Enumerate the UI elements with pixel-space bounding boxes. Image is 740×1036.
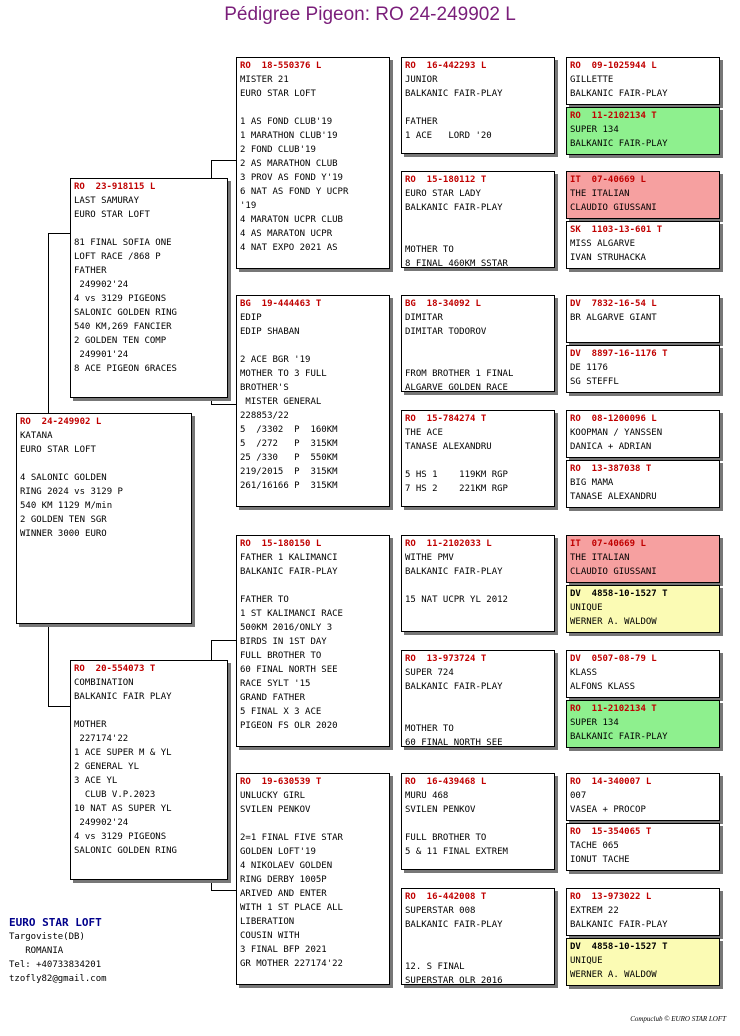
pigeon-info-line: SALONIC GOLDEN RING (74, 308, 177, 318)
pigeon-info-line: 81 FINAL SOFIA ONE (74, 238, 172, 248)
pigeon-info-line: 5 /3302 P 160KM (240, 425, 338, 435)
pigeon-info-line: UNLUCKY GIRL (240, 791, 306, 801)
ring-number: BG 18-34092 L (405, 299, 481, 309)
great-grandparent-box (401, 773, 555, 870)
pigeon-info-line: EDIP (240, 313, 262, 323)
ring-number: DV 7832-16-54 L (570, 299, 657, 309)
grandparent-box (236, 57, 390, 269)
pigeon-info-line: MOTHER TO 3 FULL (240, 369, 327, 379)
pigeon-info-line: BALKANIC FAIR-PLAY (570, 89, 668, 99)
pigeon-info-line: 4 vs 3129 PIGEONS (74, 294, 167, 304)
pigeon-info-line: BALKANIC FAIR-PLAY (570, 732, 668, 742)
pigeon-info-line: MOTHER (74, 720, 107, 730)
pigeon-info-line: 15 NAT UCPR YL 2012 (405, 595, 508, 605)
ring-number: IT 07-40669 L (570, 539, 646, 549)
pigeon-info-line: JUNIOR (405, 75, 438, 85)
pigeon-info-line: SALONIC GOLDEN RING (74, 846, 177, 856)
pigeon-info-line: EURO STAR LOFT (240, 89, 316, 99)
sire-box (70, 178, 228, 398)
credit: Compuclub © EURO STAR LOFT (630, 1015, 726, 1023)
pigeon-info-line: 5 FINAL X 3 ACE (240, 707, 322, 717)
pigeon-info-line: 60 FINAL NORTH SEE (405, 738, 503, 747)
great-grandparent-box (401, 888, 555, 985)
connector (48, 233, 70, 234)
ring-number: RO 13-973724 T (405, 654, 487, 664)
loft-contact (9, 916, 107, 986)
pigeon-info-line (240, 339, 386, 353)
dam-box (70, 660, 228, 880)
pigeon-info-line: 8 FINAL 460KM SSTAR (405, 259, 508, 268)
pigeon-info-line: BALKANIC FAIR-PLAY (405, 920, 503, 930)
pigeon-info-line: BALKANIC FAIR-PLAY (570, 920, 668, 930)
pigeon-info-line: 249902'24 (74, 818, 129, 828)
pigeon-info-line (74, 704, 224, 718)
pigeon-info-line: WINNER 3000 EURO (20, 529, 107, 539)
pigeon-info-line: 1 ACE SUPER M & YL (74, 748, 172, 758)
pigeon-info-line: EURO STAR LOFT (74, 210, 150, 220)
ring-number: RO 15-180112 T (405, 175, 487, 185)
ring-number: RO 13-387038 T (570, 464, 652, 474)
pigeon-info-line: 60 FINAL NORTH SEE (240, 665, 338, 675)
pigeon-info-line: BR ALGARVE GIANT (570, 313, 657, 323)
ring-number: DV 4858-10-1527 T (570, 589, 668, 599)
pigeon-info-line (405, 946, 551, 960)
pigeon-info-line: DIMITAR (405, 313, 443, 323)
loft-city: Targoviste(DB) (9, 932, 85, 942)
pigeon-info-line: FULL BROTHER TO (405, 833, 487, 843)
pigeon-info-line: THE ITALIAN (570, 189, 630, 199)
pigeon-info-line: 227174'22 (74, 734, 129, 744)
pigeon-info-line: BROTHER'S (240, 383, 289, 393)
pigeon-info-line: 10 NAT AS SUPER YL (74, 804, 172, 814)
pigeon-info-line: 540 KM 1129 M/min (20, 501, 113, 511)
ring-number: DV 0507-08-79 L (570, 654, 657, 664)
pigeon-info-line: EXTREM 22 (570, 906, 619, 916)
loft-email: tzofly82@gmail.com (9, 974, 107, 984)
pigeon-info-line: 8 ACE PIGEON 6RACES (74, 364, 177, 374)
pigeon-info-line: WERNER A. WALDOW (570, 617, 657, 627)
pigeon-info-line: FATHER 1 KALIMANCI (240, 553, 338, 563)
ring-number: RO 15-784274 T (405, 414, 487, 424)
grandparent-box (236, 295, 390, 507)
pigeon-info-line: SVILEN PENKOV (240, 805, 311, 815)
pigeon-info-line (405, 932, 551, 946)
connector (211, 404, 236, 405)
ring-number: RO 14-340007 L (570, 777, 652, 787)
pigeon-info-line: 6 NAT AS FOND Y UCPR (240, 187, 349, 197)
pigeon-info-line: UNIQUE (570, 603, 603, 613)
pigeon-info-line: RING DERBY 1005P (240, 875, 327, 885)
pigeon-info-line (405, 215, 551, 229)
pigeon-info-line (405, 454, 551, 468)
pigeon-info-line (405, 694, 551, 708)
connector (211, 890, 236, 891)
pigeon-info-line: 4 NAT EXPO 2021 AS (240, 243, 338, 253)
pigeon-info-line (240, 817, 386, 831)
pigeon-info-line: SUPERSTAR OLR 2016 (405, 976, 503, 985)
pigeon-info-line (240, 101, 386, 115)
pigeon-info-line: MISTER GENERAL (240, 397, 322, 407)
subject-box (16, 413, 192, 624)
pigeon-info-line: 5 & 11 FINAL EXTREM (405, 847, 508, 857)
pigeon-info-line: 2 GOLDEN TEN COMP (74, 336, 167, 346)
great-grandparent-box (401, 295, 555, 392)
pigeon-info-line (405, 708, 551, 722)
ring-number: RO 16-442293 L (405, 61, 487, 71)
pigeon-info-line: GOLDEN LOFT'19 (240, 847, 316, 857)
pigeon-info-line: FULL BROTHER TO (240, 651, 322, 661)
pigeon-info-line: BIG MAMA (570, 478, 614, 488)
ring-number: BG 19-444463 T (240, 299, 322, 309)
pigeon-info-line (74, 222, 224, 236)
pigeon-info-line: COMBINATION (74, 678, 134, 688)
pigeon-info-line: DIMITAR TODOROV (405, 327, 487, 337)
pigeon-info-line: BALKANIC FAIR PLAY (74, 692, 172, 702)
pigeon-info-line: GILLETTE (570, 75, 614, 85)
pigeon-info-line: MOTHER TO (405, 724, 454, 734)
ring-number: RO 11-2102033 L (405, 539, 492, 549)
ring-number: DV 4858-10-1527 T (570, 942, 668, 952)
pigeon-info-line: FROM BROTHER 1 FINAL (405, 369, 514, 379)
grandparent-box (236, 535, 390, 747)
pigeon-info-line: SUPER 134 (570, 125, 619, 135)
pigeon-info-line: 261/16166 P 315KM (240, 481, 338, 491)
pigeon-info-line: 3 PROV AS FOND Y'19 (240, 173, 343, 183)
pigeon-info-line: KOOPMAN / YANSSEN (570, 428, 663, 438)
pigeon-info-line: PIGEON FS OLR 2020 (240, 721, 338, 731)
pigeon-info-line: 3 ACE YL (74, 776, 118, 786)
pigeon-info-line: 500KM 2016/ONLY 3 (240, 623, 333, 633)
pigeon-info-line: THE ITALIAN (570, 553, 630, 563)
ancestor-box (566, 650, 720, 698)
ring-number: RO 08-1200096 L (570, 414, 657, 424)
pigeon-info-line: EDIP SHABAN (240, 327, 300, 337)
pigeon-info-line: 228853/22 (240, 411, 289, 421)
ring-number: RO 13-973022 L (570, 892, 652, 902)
ring-number: RO 19-630539 T (240, 777, 322, 787)
ancestor-box (566, 938, 720, 986)
connector (211, 160, 236, 161)
great-grandparent-box (401, 650, 555, 747)
grandparent-box (236, 773, 390, 985)
ring-number: RO 20-554073 T (74, 664, 156, 674)
ancestor-box (566, 410, 720, 458)
pigeon-info-line: 4 NIKOLAEV GOLDEN (240, 861, 333, 871)
pigeon-info-line: 007 (570, 791, 587, 801)
pigeon-info-line: 219/2015 P 315KM (240, 467, 338, 477)
pigeon-info-line: MURU 468 (405, 791, 449, 801)
pigeon-info-line: BALKANIC FAIR-PLAY (405, 682, 503, 692)
pigeon-info-line: 12. S FINAL (405, 962, 465, 972)
pigeon-info-line: DE 1176 (570, 363, 608, 373)
pigeon-info-line (405, 353, 551, 367)
pigeon-info-line: 1 ST KALIMANCI RACE (240, 609, 343, 619)
pigeon-info-line: DANICA + ADRIAN (570, 442, 652, 452)
ancestor-box (566, 888, 720, 936)
pigeon-info-line: 5 HS 1 119KM RGP (405, 470, 508, 480)
ring-number: RO 11-2102134 T (570, 704, 657, 714)
pigeon-info-line: 2 GENERAL YL (74, 762, 140, 772)
ancestor-box (566, 700, 720, 748)
pigeon-info-line: 3 FINAL BFP 2021 (240, 945, 327, 955)
pigeon-info-line: KLASS (570, 668, 598, 678)
pigeon-info-line: IVAN STRUHACKA (570, 253, 646, 263)
pigeon-info-line (405, 579, 551, 593)
pigeon-info-line: GR MOTHER 227174'22 (240, 959, 343, 969)
pigeon-info-line: LIBERATION (240, 917, 295, 927)
pigeon-info-line: LAST SAMURAY (74, 196, 140, 206)
pigeon-info-line: SUPER 134 (570, 718, 619, 728)
pigeon-info-line: BIRDS IN 1ST DAY (240, 637, 327, 647)
pigeon-info-line: MISS ALGARVE (570, 239, 636, 249)
ring-number: RO 11-2102134 T (570, 111, 657, 121)
pigeon-info-line: EURO STAR LADY (405, 189, 481, 199)
pigeon-info-line: UNIQUE (570, 956, 603, 966)
pigeon-info-line: CLAUDIO GIUSSANI (570, 567, 657, 577)
pigeon-info-line: 4 SALONIC GOLDEN (20, 473, 107, 483)
ring-number: RO 15-354065 T (570, 827, 652, 837)
pigeon-info-line: 4 AS MARATON UCPR (240, 229, 333, 239)
pigeon-info-line: 25 /330 P 550KM (240, 453, 338, 463)
ancestor-box (566, 295, 720, 343)
ancestor-box (566, 345, 720, 393)
ancestor-box (566, 171, 720, 219)
pigeon-info-line: ARIVED AND ENTER (240, 889, 327, 899)
connector (211, 640, 236, 641)
pigeon-info-line: TANASE ALEXANDRU (405, 442, 492, 452)
pigeon-info-line: 1 ACE LORD '20 (405, 131, 492, 141)
ancestor-box (566, 823, 720, 871)
great-grandparent-box (401, 57, 555, 154)
loft-phone: Tel: +40733834201 (9, 960, 102, 970)
ring-number: RO 15-180150 L (240, 539, 322, 549)
pigeon-info-line: 1 MARATHON CLUB'19 (240, 131, 338, 141)
ancestor-box (566, 107, 720, 155)
ancestor-box (566, 221, 720, 269)
pigeon-info-line: ALGARVE GOLDEN RACE (405, 383, 508, 392)
ring-number: RO 24-249902 L (20, 417, 102, 427)
ancestor-box (566, 585, 720, 633)
connector (48, 626, 49, 706)
ring-number: IT 07-40669 L (570, 175, 646, 185)
pigeon-info-line: BALKANIC FAIR-PLAY (240, 567, 338, 577)
pigeon-info-line: FATHER TO (240, 595, 289, 605)
pigeon-info-line (405, 817, 551, 831)
pigeon-info-line: WERNER A. WALDOW (570, 970, 657, 980)
pigeon-info-line: 5 /272 P 315KM (240, 439, 338, 449)
pigeon-info-line: LOFT RACE /868 P (74, 252, 161, 262)
pigeon-info-line (405, 229, 551, 243)
pigeon-info-line: EURO STAR LOFT (20, 445, 96, 455)
pigeon-info-line: 7 HS 2 221KM RGP (405, 484, 508, 494)
pigeon-info-line: BALKANIC FAIR-PLAY (405, 89, 503, 99)
pigeon-info-line: BALKANIC FAIR-PLAY (405, 567, 503, 577)
pigeon-info-line: RING 2024 vs 3129 P (20, 487, 123, 497)
pigeon-info-line: FATHER (74, 266, 107, 276)
pigeon-info-line: WITH 1 ST PLACE ALL (240, 903, 343, 913)
pigeon-info-line: VASEA + PROCOP (570, 805, 646, 815)
page-title: Pédigree Pigeon: RO 24-249902 L (224, 4, 516, 25)
pigeon-info-line: TACHE 065 (570, 841, 619, 851)
pigeon-info-line (240, 579, 386, 593)
pigeon-info-line: 2 AS MARATHON CLUB (240, 159, 338, 169)
pigeon-info-line: THE ACE (405, 428, 443, 438)
pigeon-info-line: ALFONS KLASS (570, 682, 636, 692)
ancestor-box (566, 460, 720, 508)
ring-number: RO 16-442008 T (405, 892, 487, 902)
great-grandparent-box (401, 535, 555, 632)
pigeon-info-line: FATHER (405, 117, 438, 127)
ancestor-box (566, 535, 720, 583)
pigeon-info-line: 2 ACE BGR '19 (240, 355, 311, 365)
connector (48, 233, 49, 413)
pigeon-info-line: 540 KM,269 FANCIER (74, 322, 172, 332)
loft-country: ROMANIA (9, 946, 64, 956)
loft-name: EURO STAR LOFT (9, 916, 102, 929)
pigeon-info-line: 2 FOND CLUB'19 (240, 145, 316, 155)
pigeon-info-line: SUPERSTAR 008 (405, 906, 476, 916)
pigeon-info-line: 249901'24 (74, 350, 129, 360)
ancestor-box (566, 773, 720, 821)
pigeon-info-line: MISTER 21 (240, 75, 289, 85)
connector (48, 706, 70, 707)
ring-number: DV 8897-16-1176 T (570, 349, 668, 359)
pigeon-info-line: BALKANIC FAIR-PLAY (405, 203, 503, 213)
pigeon-info-line: SG STEFFL (570, 377, 619, 387)
ring-number: SK 1103-13-601 T (570, 225, 663, 235)
pigeon-info-line: SUPER 724 (405, 668, 454, 678)
ring-number: RO 09-1025944 L (570, 61, 657, 71)
pigeon-info-line: 1 AS FOND CLUB'19 (240, 117, 333, 127)
ring-number: RO 18-550376 L (240, 61, 322, 71)
pigeon-info-line: RACE SYLT '15 (240, 679, 311, 689)
pigeon-info-line: 2=1 FINAL FIVE STAR (240, 833, 343, 843)
pigeon-info-line: 2 GOLDEN TEN SGR (20, 515, 107, 525)
pigeon-info-line (405, 101, 551, 115)
ancestor-box (566, 57, 720, 105)
pigeon-info-line: GRAND FATHER (240, 693, 306, 703)
great-grandparent-box (401, 410, 555, 507)
pigeon-info-line: COUSIN WITH (240, 931, 300, 941)
ring-number: RO 23-918115 L (74, 182, 156, 192)
pigeon-info-line: '19 (240, 201, 257, 211)
pigeon-info-line: CLAUDIO GIUSSANI (570, 203, 657, 213)
pigeon-info-line: 4 vs 3129 PIGEONS (74, 832, 167, 842)
pigeon-info-line (20, 457, 188, 471)
pigeon-info-line: IONUT TACHE (570, 855, 630, 865)
pigeon-info-line: TANASE ALEXANDRU (570, 492, 657, 502)
pigeon-info-line: CLUB V.P.2023 (74, 790, 156, 800)
pigeon-info-line: SVILEN PENKOV (405, 805, 476, 815)
pigeon-info-line: KATANA (20, 431, 53, 441)
pigeon-info-line: BALKANIC FAIR-PLAY (570, 139, 668, 149)
pigeon-info-line: 249902'24 (74, 280, 129, 290)
pigeon-info-line: WITHE PMV (405, 553, 454, 563)
pigeon-info-line (405, 339, 551, 353)
great-grandparent-box (401, 171, 555, 268)
pigeon-info-line: 4 MARATON UCPR CLUB (240, 215, 343, 225)
ring-number: RO 16-439468 L (405, 777, 487, 787)
pigeon-info-line: MOTHER TO (405, 245, 454, 255)
